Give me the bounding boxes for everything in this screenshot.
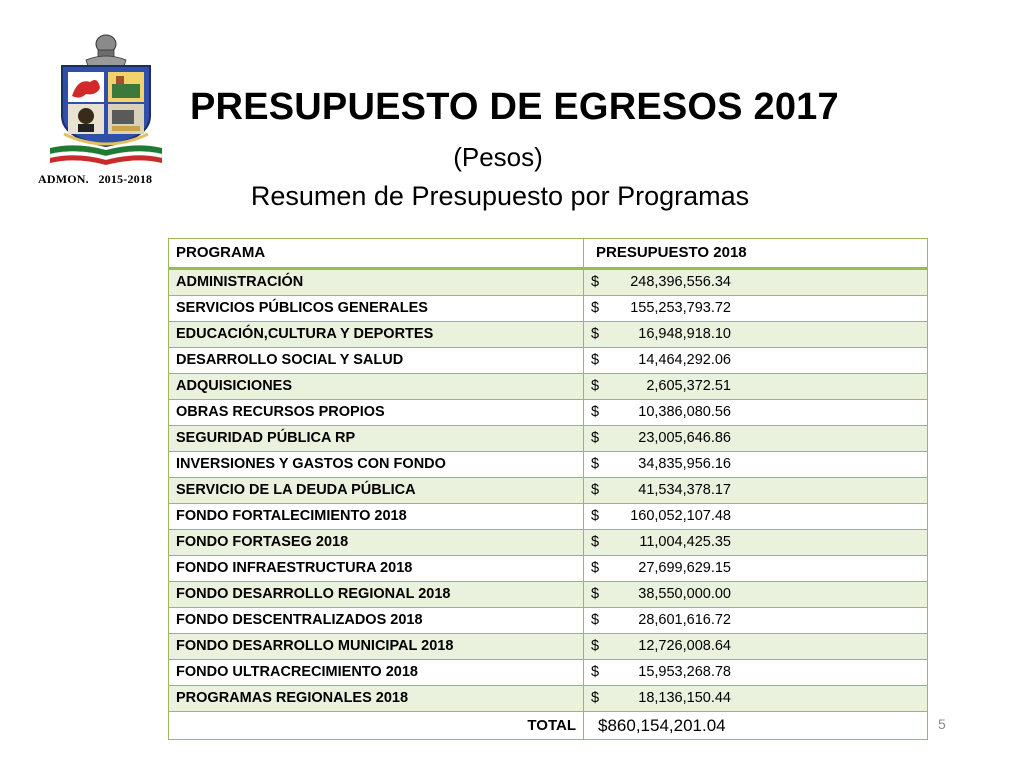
column-header-presupuesto: PRESUPUESTO 2018 <box>584 239 928 269</box>
table-row <box>169 530 928 556</box>
cell-presupuesto <box>584 269 928 296</box>
amount-wrapper <box>591 556 920 581</box>
cell-presupuesto <box>584 634 928 660</box>
table-row <box>169 608 928 634</box>
currency-symbol: $ <box>591 482 600 498</box>
currency-symbol: $ <box>591 508 600 524</box>
amount-value: 38,550,000.00 <box>638 586 731 602</box>
amount-wrapper <box>591 686 920 711</box>
cell-presupuesto <box>584 504 928 530</box>
slide-page-number: 5 <box>938 716 946 732</box>
amount-wrapper <box>591 660 920 685</box>
amount-value: 160,052,107.48 <box>630 508 731 524</box>
amount-value: 12,726,008.64 <box>638 638 731 654</box>
table-row <box>169 504 928 530</box>
cell-presupuesto <box>584 322 928 348</box>
cell-programa: SERVICIO DE LA DEUDA PÚBLICA <box>169 478 584 504</box>
table-header-row <box>169 239 928 269</box>
cell-programa: INVERSIONES Y GASTOS CON FONDO <box>169 452 584 478</box>
amount-value: 34,835,956.16 <box>638 456 731 472</box>
amount-wrapper <box>591 634 920 659</box>
currency-symbol: $ <box>591 612 600 628</box>
table-row <box>169 269 928 296</box>
amount-wrapper <box>591 322 920 347</box>
amount-wrapper <box>591 348 920 373</box>
cell-presupuesto <box>584 608 928 634</box>
currency-symbol: $ <box>591 586 600 602</box>
cell-programa: FONDO DESARROLLO MUNICIPAL 2018 <box>169 634 584 660</box>
cell-programa: FONDO DESARROLLO REGIONAL 2018 <box>169 582 584 608</box>
page-subtitle-summary: Resumen de Presupuesto por Programas <box>250 181 750 211</box>
table-row <box>169 634 928 660</box>
table-row <box>169 322 928 348</box>
table-row <box>169 556 928 582</box>
table-row <box>169 400 928 426</box>
cell-presupuesto <box>584 296 928 322</box>
cell-presupuesto <box>584 530 928 556</box>
currency-symbol: $ <box>591 326 600 342</box>
cell-programa: SERVICIOS PÚBLICOS GENERALES <box>169 296 584 322</box>
amount-wrapper <box>591 452 920 477</box>
cell-programa: ADMINISTRACIÓN <box>169 269 584 296</box>
cell-presupuesto <box>584 400 928 426</box>
amount-value: 11,004,425.35 <box>639 534 731 550</box>
amount-value: 155,253,793.72 <box>630 300 731 316</box>
amount-wrapper <box>591 478 920 503</box>
cell-programa: FONDO ULTRACRECIMIENTO 2018 <box>169 660 584 686</box>
cell-presupuesto <box>584 556 928 582</box>
cell-presupuesto <box>584 660 928 686</box>
amount-value: 2,605,372.51 <box>646 378 731 394</box>
amount-wrapper <box>591 582 920 607</box>
cell-presupuesto <box>584 374 928 400</box>
amount-value: 10,386,080.56 <box>638 404 731 420</box>
currency-symbol: $ <box>591 664 600 680</box>
amount-wrapper <box>591 270 920 295</box>
currency-symbol: $ <box>591 430 600 446</box>
currency-symbol: $ <box>591 274 600 290</box>
amount-value: 15,953,268.78 <box>638 664 731 680</box>
cell-programa: FONDO INFRAESTRUCTURA 2018 <box>169 556 584 582</box>
cell-presupuesto <box>584 686 928 712</box>
table-total-row <box>169 712 928 740</box>
amount-value: 14,464,292.06 <box>638 352 731 368</box>
amount-value: 27,699,629.15 <box>638 560 731 576</box>
table-row <box>169 296 928 322</box>
currency-symbol: $ <box>591 456 600 472</box>
amount-value: 28,601,616.72 <box>638 612 731 628</box>
column-header-programa: PROGRAMA <box>169 239 584 269</box>
amount-wrapper <box>591 608 920 633</box>
cell-presupuesto <box>584 582 928 608</box>
currency-symbol: $ <box>591 690 600 706</box>
total-label: TOTAL <box>169 712 584 740</box>
cell-programa: ADQUISICIONES <box>169 374 584 400</box>
table-row <box>169 348 928 374</box>
amount-value: 18,136,150.44 <box>638 690 731 706</box>
table-row <box>169 452 928 478</box>
currency-symbol: $ <box>591 300 600 316</box>
total-value: $860,154,201.04 <box>584 712 928 740</box>
currency-symbol: $ <box>591 534 600 550</box>
table-row <box>169 582 928 608</box>
amount-wrapper <box>591 374 920 399</box>
amount-value: 41,534,378.17 <box>638 482 731 498</box>
cell-programa: DESARROLLO SOCIAL Y SALUD <box>169 348 584 374</box>
page-title: PRESUPUESTO DE EGRESOS 2017 <box>190 86 839 128</box>
table-row <box>169 426 928 452</box>
currency-symbol: $ <box>591 352 600 368</box>
cell-programa: SEGURIDAD PÚBLICA RP <box>169 426 584 452</box>
administration-period: ADMON. 2015-2018 <box>38 172 153 186</box>
cell-programa: FONDO FORTALECIMIENTO 2018 <box>169 504 584 530</box>
amount-wrapper <box>591 400 920 425</box>
cell-presupuesto <box>584 426 928 452</box>
amount-wrapper <box>591 296 920 321</box>
table-body <box>169 269 928 712</box>
cell-programa: FONDO DESCENTRALIZADOS 2018 <box>169 608 584 634</box>
currency-symbol: $ <box>591 638 600 654</box>
municipal-coat-of-arms-logo <box>46 30 166 166</box>
amount-value: 23,005,646.86 <box>638 430 731 446</box>
amount-value: 248,396,556.34 <box>630 274 731 290</box>
amount-wrapper <box>591 426 920 451</box>
amount-value: 16,948,918.10 <box>638 326 731 342</box>
currency-symbol: $ <box>591 378 600 394</box>
table-row <box>169 374 928 400</box>
cell-programa: EDUCACIÓN,CULTURA Y DEPORTES <box>169 322 584 348</box>
budget-table <box>168 238 928 740</box>
amount-wrapper <box>591 530 920 555</box>
cell-presupuesto <box>584 452 928 478</box>
table-row <box>169 478 928 504</box>
page-subtitle-currency: (Pesos) <box>453 142 543 172</box>
cell-programa: FONDO FORTASEG 2018 <box>169 530 584 556</box>
table-row <box>169 686 928 712</box>
cell-programa: OBRAS RECURSOS PROPIOS <box>169 400 584 426</box>
amount-wrapper <box>591 504 920 529</box>
table-row <box>169 660 928 686</box>
coat-of-arms-icon <box>46 30 166 166</box>
cell-programa: PROGRAMAS REGIONALES 2018 <box>169 686 584 712</box>
currency-symbol: $ <box>591 560 600 576</box>
currency-symbol: $ <box>591 404 600 420</box>
cell-presupuesto <box>584 478 928 504</box>
cell-presupuesto <box>584 348 928 374</box>
